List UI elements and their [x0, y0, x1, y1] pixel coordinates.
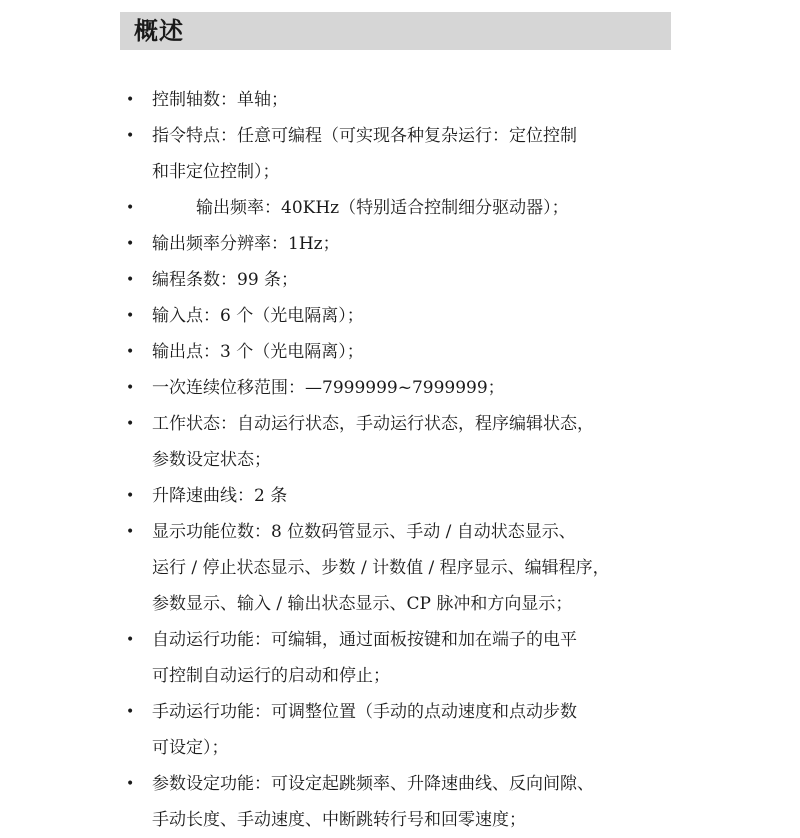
list-item-text: 控制轴数：单轴；: [152, 90, 288, 110]
list-item-text: 工作状态：自动运行状态，手动运行状态，程序编辑状态，: [152, 414, 594, 434]
list-item: [0, 766, 800, 838]
section-header-bar: [120, 12, 671, 50]
list-item-text-continued: 和非定位控制）；: [152, 162, 280, 182]
bullet-icon: •: [126, 200, 135, 216]
list-item-text: 一次连续位移范围：—7999999~7999999；: [152, 378, 505, 398]
list-item: [0, 226, 800, 262]
list-item: [0, 118, 800, 190]
list-item: [0, 478, 800, 514]
bullet-icon: •: [126, 380, 135, 396]
list-item: [0, 406, 800, 478]
bullet-icon: •: [126, 128, 135, 144]
list-item-text-continued: 参数显示、输入 / 输出状态显示、CP 脉冲和方向显示；: [152, 594, 573, 614]
list-item: [0, 298, 800, 334]
list-item-text-continued: 手动长度、手动速度、中断跳转行号和回零速度；: [152, 810, 526, 830]
list-item-text-continued: 可控制自动运行的启动和停止；: [152, 666, 390, 686]
list-item: [0, 190, 800, 226]
list-item: [0, 514, 800, 622]
feature-list: [0, 82, 800, 838]
bullet-icon: •: [126, 632, 135, 648]
list-item-text: 指令特点：任意可编程（可实现各种复杂运行：定位控制: [152, 126, 577, 146]
bullet-icon: •: [126, 776, 135, 792]
bullet-icon: •: [126, 704, 135, 720]
list-item-text: 升降速曲线：2 条: [152, 486, 288, 506]
list-item-text-continued: 运行 / 停止状态显示、步数 / 计数值 / 程序显示、编辑程序，: [152, 558, 610, 578]
bullet-icon: •: [126, 524, 135, 540]
list-item-text: 自动运行功能：可编辑，通过面板按键和加在端子的电平: [152, 630, 577, 650]
bullet-icon: •: [126, 488, 135, 504]
list-item-text: 显示功能位数：8 位数码管显示、手动 / 自动状态显示、: [152, 522, 576, 542]
bullet-icon: •: [126, 308, 135, 324]
list-item: [0, 334, 800, 370]
list-item-text-continued: 参数设定状态；: [152, 450, 271, 470]
list-item: [0, 694, 800, 766]
list-item: [0, 370, 800, 406]
list-item-text: 输出频率：40KHz（特别适合控制细分驱动器）；: [196, 198, 569, 218]
bullet-icon: •: [126, 272, 135, 288]
list-item: [0, 262, 800, 298]
list-item-text-continued: 可设定）；: [152, 738, 229, 758]
bullet-icon: •: [126, 236, 135, 252]
bullet-icon: •: [126, 92, 135, 108]
list-item: [0, 82, 800, 118]
list-item-text: 输入点：6 个（光电隔离）；: [152, 306, 364, 326]
section-title: 概述: [134, 17, 184, 45]
bullet-icon: •: [126, 416, 135, 432]
list-item-text: 输出点：3 个（光电隔离）；: [152, 342, 364, 362]
list-item-text: 输出频率分辨率：1Hz；: [152, 234, 340, 254]
list-item-text: 编程条数：99 条；: [152, 270, 299, 290]
bullet-icon: •: [126, 344, 135, 360]
list-item-text: 参数设定功能：可设定起跳频率、升降速曲线、反向间隙、: [152, 774, 594, 794]
list-item-text: 手动运行功能：可调整位置（手动的点动速度和点动步数: [152, 702, 577, 722]
list-item: [0, 622, 800, 694]
